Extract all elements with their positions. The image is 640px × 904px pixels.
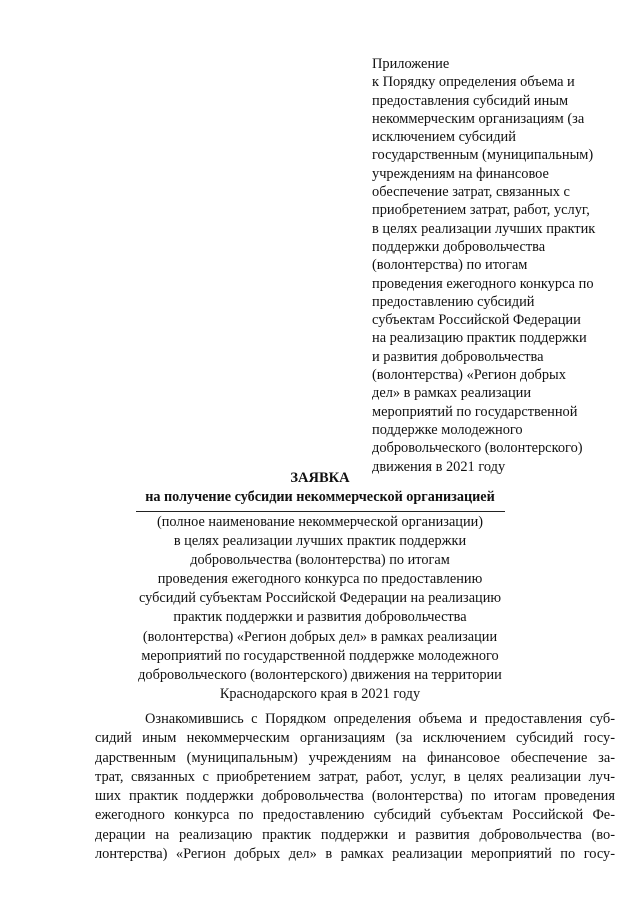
appendix-line: проведения ежегодного конкурса по: [372, 275, 594, 292]
organization-name-blank: [136, 511, 505, 512]
purpose-line: в целях реализации лучших практик поддержки: [173, 533, 467, 550]
body-line: ежегодного конкурса по предоставлению субсидий субъектам Российской Фе-: [95, 807, 615, 824]
document-title: ЗАЯВКА: [290, 470, 350, 486]
appendix-line: (волонтерства) по итогам: [372, 257, 528, 274]
appendix-line: к Порядку определения объема и: [372, 74, 575, 91]
body-line: Ознакомившись с Порядком определения объема и предоставления суб-: [145, 711, 615, 727]
appendix-line: и развития добровольчества: [372, 348, 544, 365]
purpose-line: (волонтерства) «Регион добрых дел» в рамках реализации: [142, 628, 498, 645]
body-line: ших практик поддержки добровольчества (волонтерства) по итогам проведения: [95, 788, 615, 805]
purpose-line: добровольческого (волонтерского) движения на территории: [138, 666, 502, 683]
appendix-line: (волонтерства) «Регион добрых: [372, 367, 566, 384]
body-line: дерации на реализацию практик поддержки и развития добровольчества (во-: [95, 826, 615, 843]
appendix-line: в целях реализации лучших практик: [372, 220, 596, 237]
appendix-line: некоммерческим организациям (за: [372, 110, 585, 127]
body-line: сидий иным некоммерческим организациям (за исключением субсидий госу-: [95, 730, 615, 747]
purpose-line: добровольчества (волонтерства) по итогам: [190, 552, 450, 569]
body-paragraph: [95, 710, 615, 864]
appendix-line: дел» в рамках реализации: [372, 385, 532, 402]
appendix-line: добровольческого (волонтерского): [372, 440, 583, 457]
appendix-line: субъектам Российской Федерации: [372, 312, 581, 329]
purpose-line: проведения ежегодного конкурса по предоставлению: [157, 571, 483, 588]
appendix-line: на реализацию практик поддержки: [372, 330, 587, 347]
appendix-line: учреждениям на финансовое: [372, 165, 549, 182]
purpose-line: Краснодарского края в 2021 году: [219, 685, 421, 702]
application-header: [0, 468, 640, 704]
appendix-line: обеспечение затрат, связанных с: [372, 184, 570, 201]
purpose-line: (полное наименование некоммерческой организации): [156, 514, 484, 530]
appendix-line: приобретением затрат, работ, услуг,: [372, 202, 590, 219]
purpose-line: мероприятий по государственной поддержке молодежного: [141, 647, 499, 664]
purpose-statement: [0, 513, 640, 704]
appendix-line: предоставления субсидий иным: [372, 92, 569, 109]
appendix-line: мероприятий по государственной: [372, 403, 578, 420]
purpose-line: практик поддержки и развития добровольчества: [173, 609, 467, 626]
appendix-line: поддержки добровольчества: [372, 238, 546, 255]
appendix-line: предоставлению субсидий: [372, 293, 535, 310]
appendix-note: [372, 55, 634, 476]
body-line: лонтерства) «Регион добрых дел» в рамках реализации мероприятий по госу-: [95, 846, 615, 863]
appendix-line: Приложение: [372, 56, 450, 72]
purpose-line: субсидий субъектам Российской Федерации на реализацию: [138, 590, 502, 607]
document-subtitle: на получение субсидии некоммерческой организацией: [145, 489, 495, 505]
body-line: дарственным (муниципальным) учреждениям на финансовое обеспечение за-: [95, 749, 615, 766]
body-line: трат, связанных с приобретением затрат, работ, услуг, в целях реализации луч-: [95, 768, 615, 785]
appendix-line: движения в 2021 году: [372, 458, 506, 475]
appendix-line: государственным (муниципальным): [372, 147, 594, 164]
appendix-line: исключением субсидий: [372, 129, 516, 146]
appendix-line: поддержке молодежного: [372, 421, 523, 438]
